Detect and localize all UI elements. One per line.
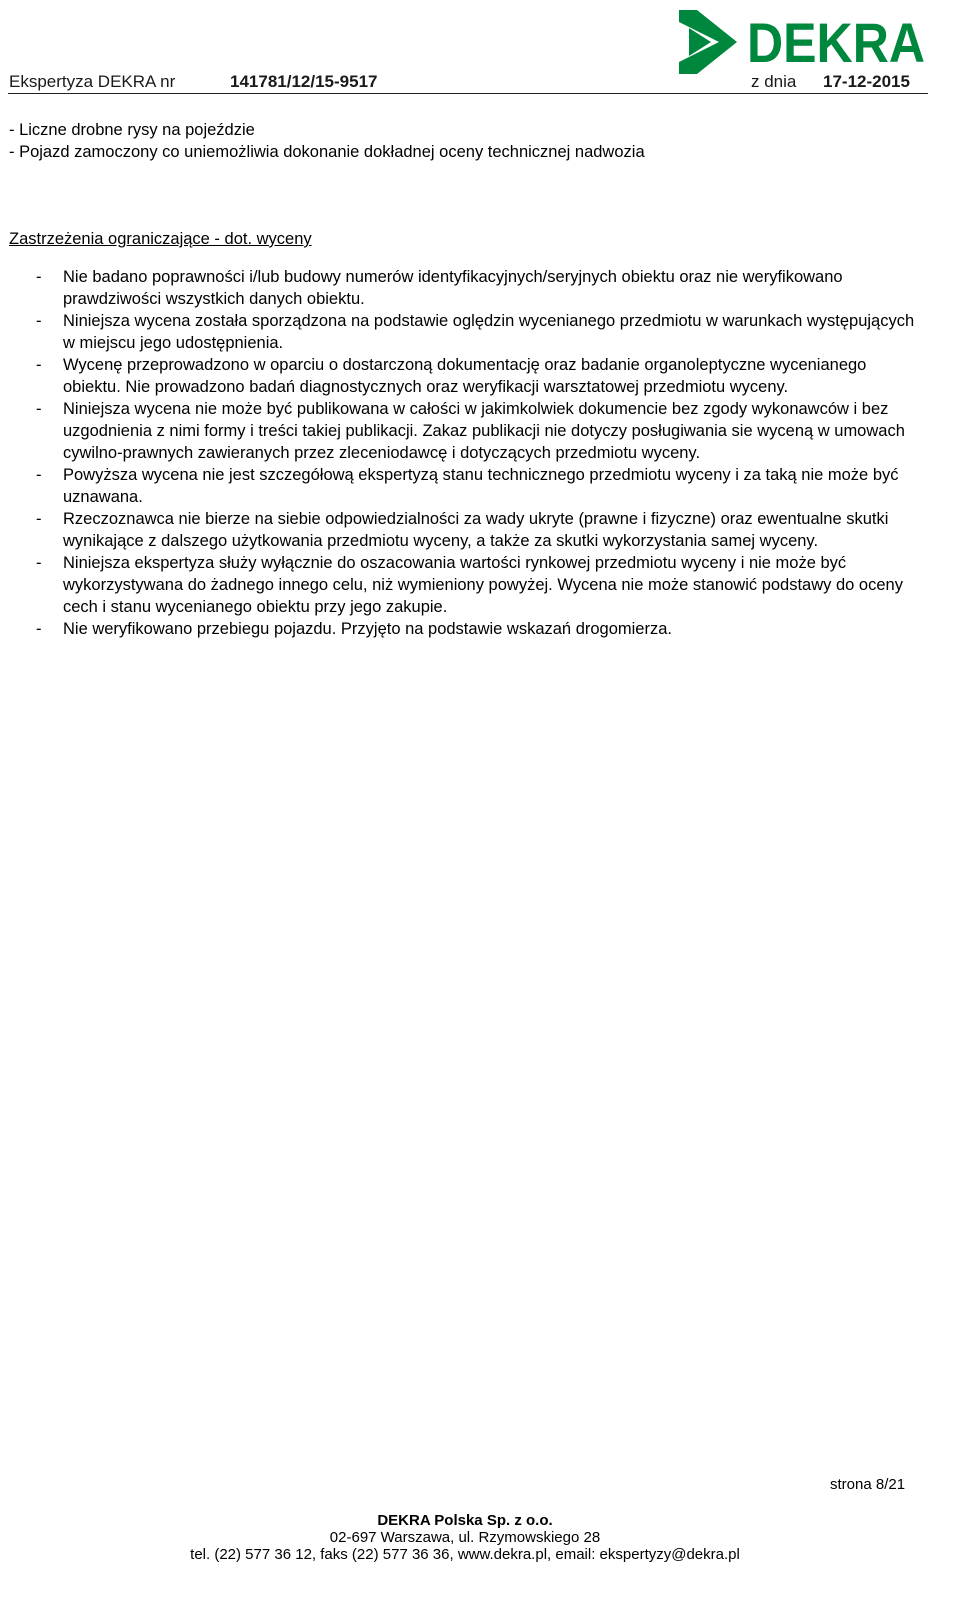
- footer-address: 02-697 Warszawa, ul. Rzymowskiego 28: [329, 1529, 601, 1546]
- list-item: [9, 266, 921, 310]
- list-item: [9, 508, 921, 552]
- list-item: [9, 552, 921, 618]
- header-divider: [8, 93, 928, 94]
- dekra-logo-graphic: [675, 6, 928, 78]
- list-item: [9, 310, 921, 354]
- list-item-text: Powyższa wycena nie jest szczegółową ekspertyzą stanu technicznego przedmiotu wyceny i za taką nie może być uznawana.: [63, 466, 899, 506]
- list-item-text: Nie weryfikowano przebiegu pojazdu. Przyjęto na podstawie wskazań drogomierza.: [63, 620, 672, 638]
- dekra-logo-text: DEKRA: [747, 11, 925, 74]
- list-item-text: Niniejsza wycena została sporządzona na podstawie oględzin wycenianego przedmiotu w warunkach występujących w miejscu jego udostępnienia.: [63, 312, 915, 352]
- list-item-text: Niniejsza wycena nie może być publikowana w całości w jakimkolwiek dokumencie bez zgody wykonawców i bez uzgodnienia z nimi formy i treści takiej publikacji. Zakaz publikacji nie dotyczy posługiwania sie wyceną w umowach cywilno-prawnych zawieranych przez zleceniodawcę i dotyczących przedmiotu wyceny.: [63, 400, 905, 462]
- report-date: 17-12-2015: [823, 72, 910, 91]
- footer-contact: tel. (22) 577 36 12, faks (22) 577 36 36, www.dekra.pl, email: ekspertyzy@dekra.pl: [190, 1546, 740, 1563]
- damage-line: - Pojazd zamoczony co uniemożliwia dokonanie dokładnej oceny technicznej nadwozia: [9, 143, 645, 161]
- list-item-text: Niniejsza ekspertyza służy wyłącznie do oszacowania wartości rynkowej przedmiotu wyceny i nie może być wykorzystywana do żadnego innego celu, niż wymieniony powyżej. Wycena nie może stanowić podstawy do oceny cech i stanu wycenianego obiektu przy jego zakupie.: [63, 554, 903, 616]
- list-item: [9, 398, 921, 464]
- list-bullet: -: [36, 466, 42, 484]
- page-number: strona 8/21: [830, 1476, 906, 1493]
- list-item: [9, 618, 921, 640]
- list-bullet: -: [36, 356, 42, 374]
- report-date-label: z dnia: [751, 72, 797, 91]
- list-item: [9, 464, 921, 508]
- page-footer: [0, 1512, 930, 1563]
- list-item-text: Nie badano poprawności i/lub budowy numerów identyfikacyjnych/seryjnych obiektu oraz nie weryfikowano prawdziwości wszystkich danych obiektu.: [63, 268, 843, 308]
- page-header: [8, 0, 928, 96]
- list-bullet: -: [36, 312, 42, 330]
- damage-line: - Liczne drobne rysy na pojeździe: [9, 121, 255, 139]
- list-item-text: Rzeczoznawca nie bierze na siebie odpowiedzialności za wady ukryte (prawne i fizyczne) oraz ewentualne skutki wynikające z dalszego użytkowania przedmiotu wyceny, a także za skutki wykorzystania samej wyceny.: [63, 510, 889, 550]
- document-body: [9, 119, 921, 640]
- list-bullet: -: [36, 510, 42, 528]
- list-bullet: -: [36, 400, 42, 418]
- report-number: 141781/12/15-9517: [230, 72, 378, 91]
- footer-company: DEKRA Polska Sp. z o.o.: [377, 1512, 553, 1529]
- list-bullet: -: [36, 554, 42, 572]
- list-item: [9, 354, 921, 398]
- list-bullet: -: [36, 620, 42, 638]
- report-number-label: Ekspertyza DEKRA nr: [9, 72, 176, 91]
- dekra-logo: [675, 6, 928, 78]
- list-item-text: Wycenę przeprowadzono w oparciu o dostarczoną dokumentację oraz badanie organoleptyczne wycenianego obiektu. Nie prowadzono badań diagnostycznych oraz weryfikacji warsztatowej przedmiotu wyceny.: [63, 356, 867, 396]
- section-title: Zastrzeżenia ograniczające - dot. wyceny: [9, 230, 312, 248]
- reservations-list: [9, 266, 921, 640]
- list-bullet: -: [36, 268, 42, 286]
